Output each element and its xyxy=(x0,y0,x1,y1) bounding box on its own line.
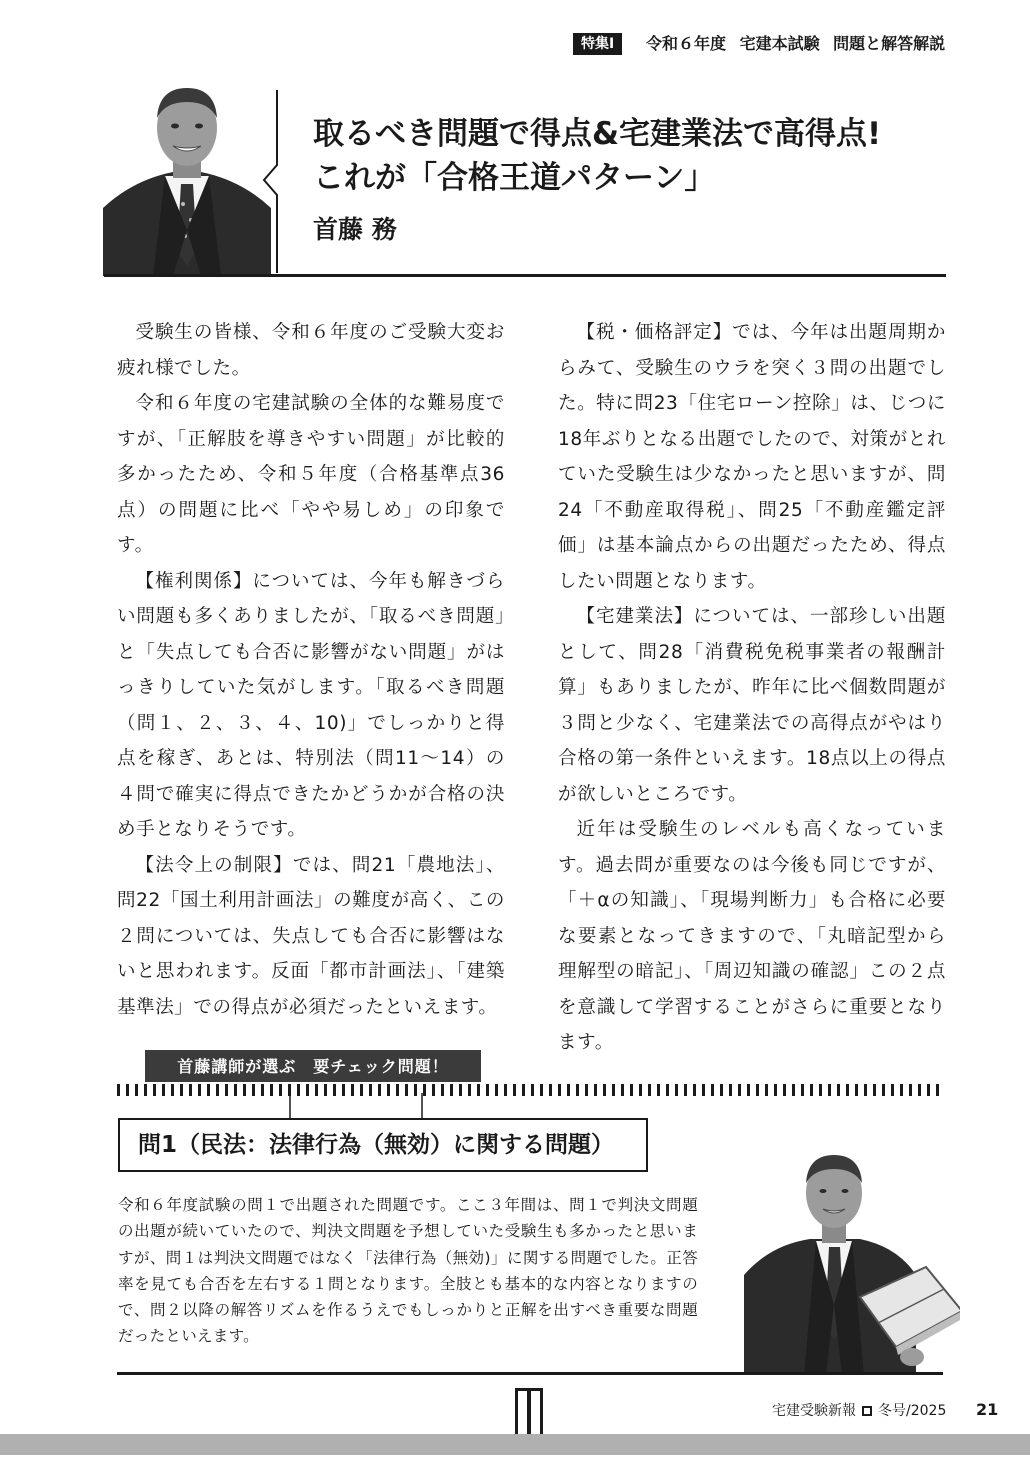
page-number: 21 xyxy=(976,1400,999,1419)
title-rule xyxy=(104,274,946,277)
footer-publication xyxy=(772,1400,946,1422)
instructor-with-book-icon xyxy=(730,1135,960,1375)
body-column-right xyxy=(558,315,946,1061)
square-icon xyxy=(862,1406,872,1416)
instructor-portrait-icon xyxy=(103,80,271,276)
paragraph: 近年は受験生のレベルも高くなっています。過去問が重要なのは今後も同じですが、「＋αの知識」、「現場判断力」も合格に必要な要素となってきますので、「丸暗記型から理解型の暗記」、「周辺知識の確認」この２点を意識して学習することがさらに重要となります。 xyxy=(558,819,946,1053)
section-bottom-rule xyxy=(117,1372,943,1375)
paragraph: 【宅建業法】については、一部珍しい出題として、問28「消費税免税事業者の報酬計算」もありましたが、昨年に比べ個数問題が３問と少なく、宅建業法での高得点がやはり合格の第一条件といえます。18点以上の得点が欲しいところです。 xyxy=(558,606,946,805)
bottom-band xyxy=(0,1434,1030,1455)
publication-name: 宅建受験新報 xyxy=(772,1403,856,1419)
headline-line-2: これが「合格王道パターン」 xyxy=(313,160,716,196)
paragraph: 【税・価格評定】では、今年は出題周期からみて、受験生のウラを突く３問の出題でした。特に問23「住宅ローン控除」は、じつに18年ぶりとなる出題でしたので、対策がとれていた受験生は少なかったと思いますが、問24「不動産取得税」、問25「不動産鑑定評価」は基本論点からの出題だったため、得点したい問題となります。 xyxy=(558,322,946,592)
paragraph: 令和６年度の宅建試験の全体的な難易度ですが、「正解肢を導きやすい問題」が比較的多かったため、令和５年度（合格基準点36点）の問題に比べ「やや易しめ」の印象です。 xyxy=(117,393,505,556)
body-column-left xyxy=(117,315,505,1025)
connector-lines xyxy=(117,1093,943,1121)
check-section-tab: 首藤講師が選ぶ 要チェック問題！ xyxy=(145,1050,481,1082)
question-title: 問1（民法：法律行為（無効）に関する問題） xyxy=(138,1132,615,1158)
running-header: 令和６年度 宅建本試験 問題と解答解説 xyxy=(646,34,946,53)
section-badge: 特集Ⅰ xyxy=(573,33,622,55)
tick-ruler xyxy=(117,1081,943,1093)
paragraph: 【法令上の制限】では、問21「農地法」、問22「国土利用計画法」の難度が高く、この２問については、失点しても合否に影響はないと思われます。反面「都市計画法」、「建築基準法」での得点が必須だったといえます。 xyxy=(117,854,505,1018)
author-name: 首藤 務 xyxy=(313,215,397,244)
question-note: 令和６年度試験の問１で出題された問題です。ここ３年間は、問１で判決文問題の出題が続いていたので、判決文問題を予想していた受験生も多かったと思いますが、問１は判決文問題ではなく「法律行為（無効)」に関する問題でした。正答率を見ても合否を左右する１問となります。全肢とも基本的な内容となりますので、問２以降の解答リズムを作るうえでもしっかりと正解を出すべき重要な問題だったといえます。 xyxy=(118,1196,698,1346)
issue-label: 冬号/2025 xyxy=(878,1403,947,1419)
paragraph: 受験生の皆様、令和６年度のご受験大変お疲れ様でした。 xyxy=(117,322,505,379)
paragraph: 【権利関係】については、今年も解きづらい問題も多くありましたが、「取るべき問題」と「失点しても合否に影響がない問題」がはっきりしていた気がします。「取るべき問題（問１、２、３、４、10)」でしっかりと得点を稼ぎ、あとは、特別法（問11〜14）の４問で確実に得点できたかどうかが合格の決め手となりそうです。 xyxy=(117,570,505,840)
title-divider xyxy=(276,90,278,273)
headline-line-1: 取るべき問題で得点&宅建業法で高得点! xyxy=(313,116,882,152)
